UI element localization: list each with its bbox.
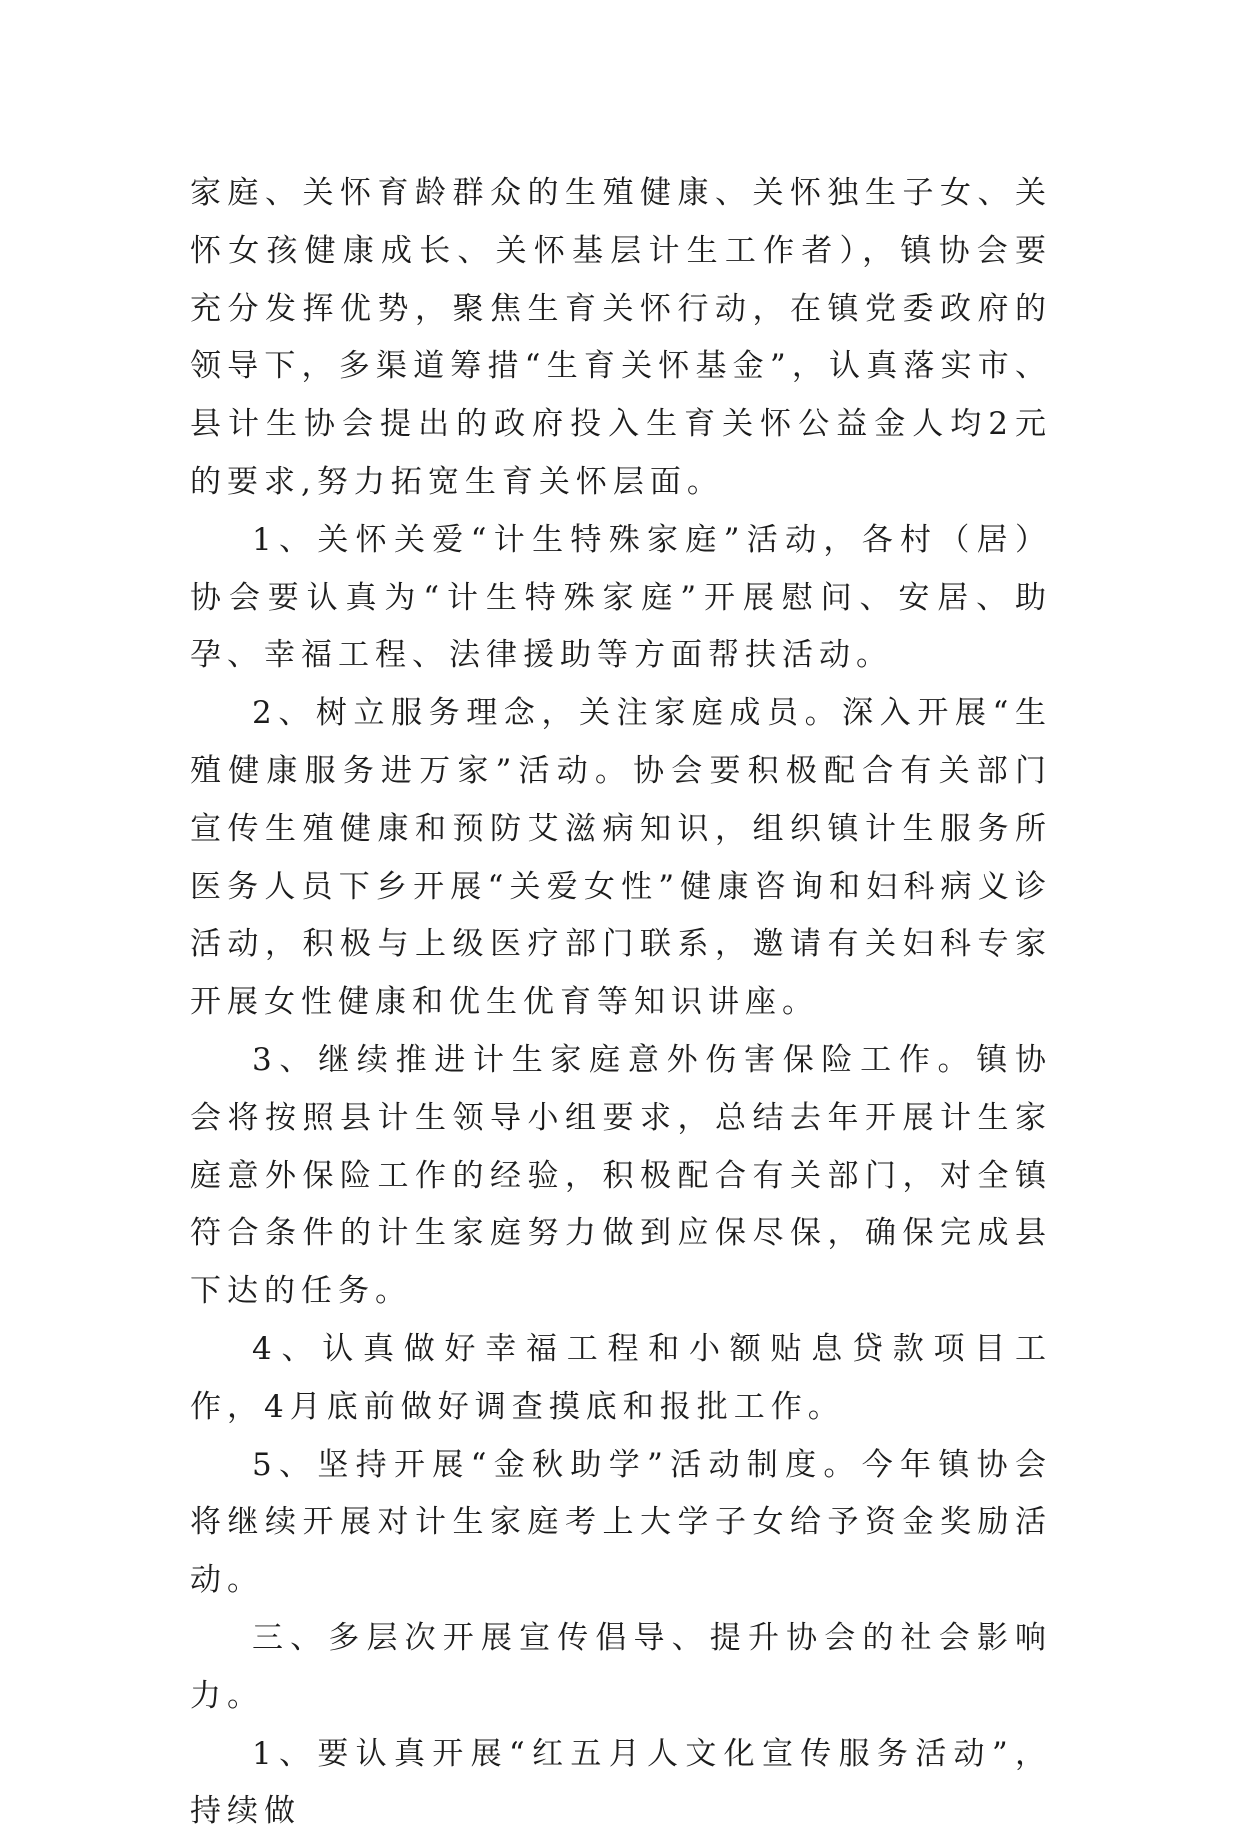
section-heading-three: 三、多层次开展宣传倡导、提升协会的社会影响力。 [190,1619,1052,1714]
paragraph-continuation: 家庭、关怀育龄群众的生殖健康、关怀独生子女、关怀女孩健康成长、关怀基层计生工作者），镇协会要充分发挥优势，聚焦生育关怀行动，在镇党委政府的领导下，多渠道筹措“生育关怀基金”，认真落实市、县计生协会提出的政府投入生育关怀公益金人均2元的要求,努力拓宽生育关怀层面。 [190,175,1052,500]
paragraph-section-three-item-1: 1、要认真开展“红五月人文化宣传服务活动”，持续做 [190,1735,1052,1830]
paragraph-item-5-scholarship: 5、坚持开展“金秋助学”活动制度。今年镇协会将继续开展对计生家庭考上大学子女给予资金奖励活动。 [190,1446,1052,1599]
paragraph-item-2-reproductive-health: 2、树立服务理念，关注家庭成员。深入开展“生殖健康服务进万家”活动。协会要积极配合有关部门宣传生殖健康和预防艾滋病知识，组织镇计生服务所医务人员下乡开展“关爱女性”健康咨询和妇科病义诊活动，积极与上级医疗部门联系，邀请有关妇科专家开展女性健康和优生优育等知识讲座。 [190,695,1052,1021]
document-body [190,165,1052,1841]
paragraph-item-3-accident-insurance: 3、继续推进计生家庭意外伤害保险工作。镇协会将按照县计生领导小组要求，总结去年开展计生家庭意外保险工作的经验，积极配合有关部门，对全镇符合条件的计生家庭努力做到应保尽保，确保完成县下达的任务。 [190,1041,1052,1310]
paragraph-item-1-special-families: 1、关怀关爱“计生特殊家庭”活动，各村（居）协会要认真为“计生特殊家庭”开展慰问、安居、助孕、幸福工程、法律援助等方面帮扶活动。 [190,521,1052,674]
paragraph-item-4-loan-projects: 4、认真做好幸福工程和小额贴息贷款项目工作，4月底前做好调查摸底和报批工作。 [190,1330,1052,1425]
